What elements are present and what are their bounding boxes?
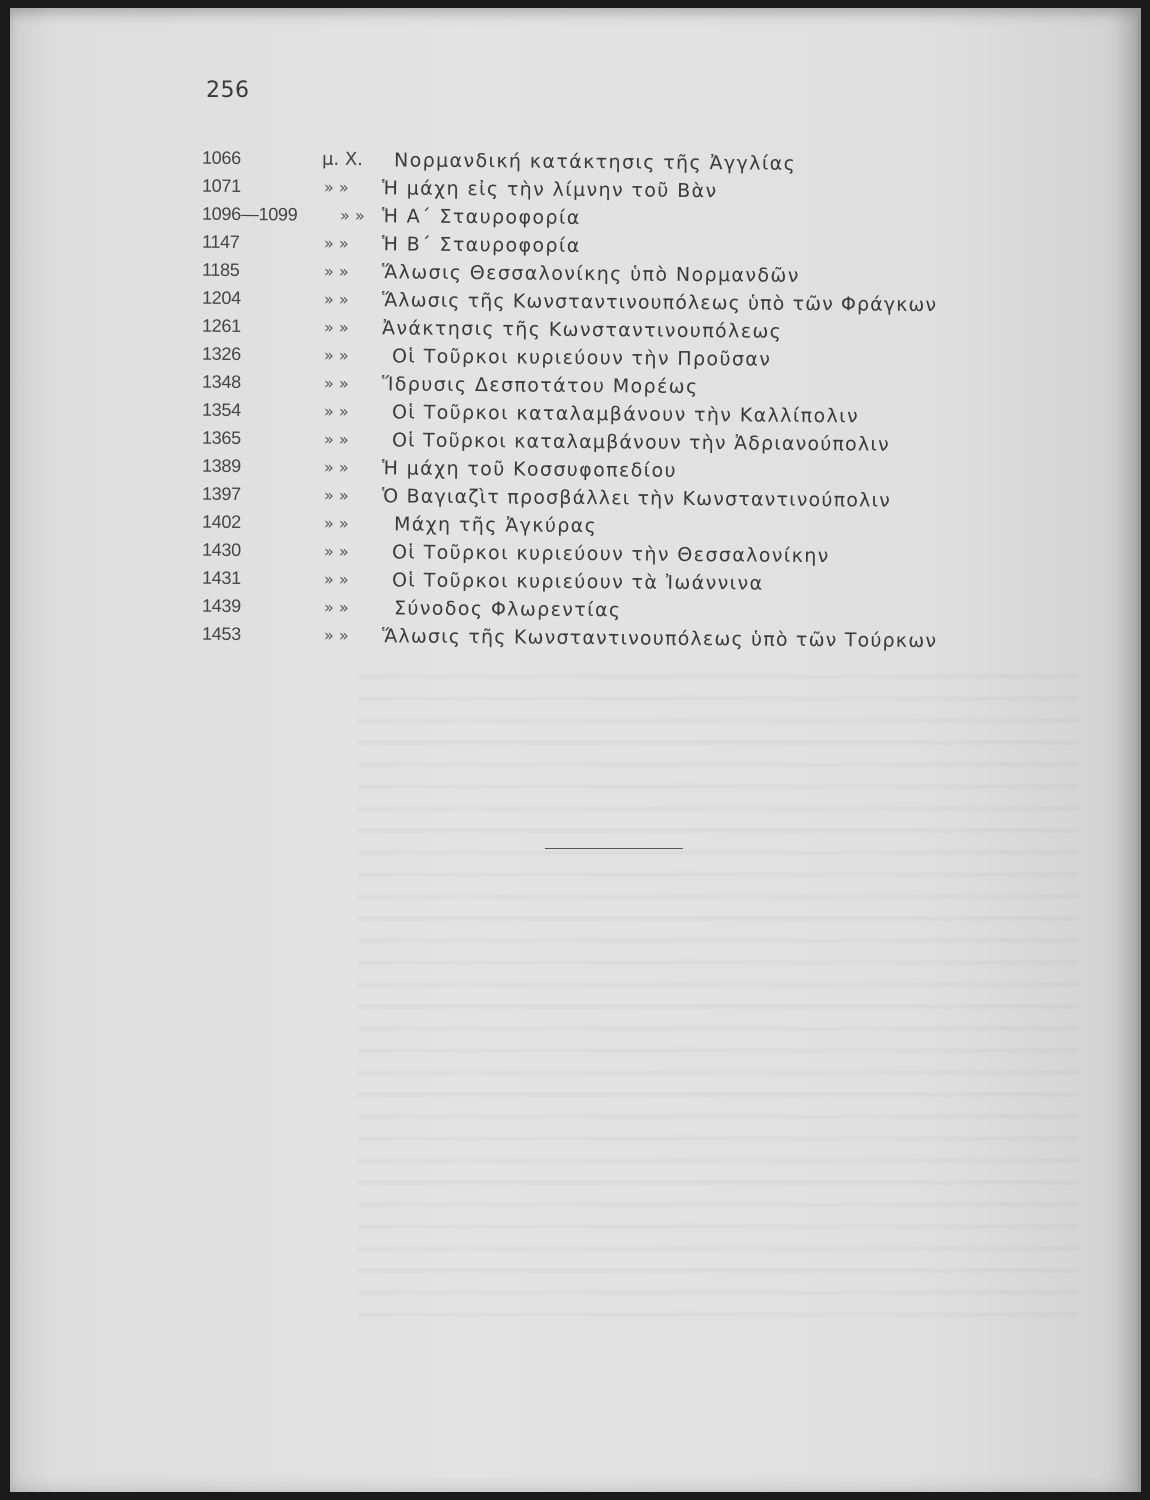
entry-year: 1402 bbox=[201, 511, 241, 533]
entry-year: 1204 bbox=[201, 287, 241, 309]
closing-rule bbox=[545, 848, 683, 849]
entry-year: 1431 bbox=[201, 567, 241, 589]
entry-ditto-marker: » » bbox=[339, 205, 365, 226]
entry-year: 1439 bbox=[201, 595, 241, 617]
entry-ditto-marker: » » bbox=[323, 345, 349, 365]
entry-year: 1430 bbox=[201, 539, 241, 561]
entry-ditto-marker: » » bbox=[323, 401, 349, 421]
entry-event: Οἱ Τοῦρκοι κυριεύουν τὰ Ἰωάννινα bbox=[391, 569, 764, 595]
entry-era-marker: μ. Χ. bbox=[321, 148, 364, 171]
entry-ditto-marker: » » bbox=[323, 625, 349, 645]
page-number: 256 bbox=[206, 78, 250, 103]
entry-event: Οἱ Τοῦρκοι κυριεύουν τὴν Θεσσαλονίκην bbox=[391, 541, 830, 568]
entry-ditto-marker: » » bbox=[323, 485, 349, 505]
entry-event: Οἱ Τοῦρκοι καταλαμβάνουν τὴν Ἀδριανούπολιν bbox=[391, 429, 890, 456]
entry-event: Ἅλωσις Θεσσαλονίκης ὑπὸ Νορμανδῶν bbox=[381, 261, 800, 287]
entry-event: Σύνοδος Φλωρεντίας bbox=[393, 597, 622, 622]
entry-year: 1354 bbox=[201, 399, 241, 421]
book-page bbox=[10, 8, 1141, 1492]
entry-event: Ἀνάκτησις τῆς Κωνσταντινουπόλεως bbox=[381, 317, 783, 343]
entry-event: Ἅλωσις τῆς Κωνσταντινουπόλεως ὑπὸ τῶν Φράγκων bbox=[381, 289, 938, 317]
entry-ditto-marker: » » bbox=[323, 177, 349, 197]
entry-year: 1066 bbox=[201, 147, 241, 169]
entry-year: 1096—1099 bbox=[201, 203, 298, 225]
entry-ditto-marker: » » bbox=[323, 317, 349, 337]
entry-year: 1397 bbox=[201, 483, 241, 505]
entry-event: Ἵδρυσις Δεσποτάτου Μορέως bbox=[381, 373, 699, 399]
entry-ditto-marker: » » bbox=[323, 289, 349, 309]
show-through-texture bbox=[358, 658, 1078, 1318]
entry-event: Νορμανδική κατάκτησις τῆς Ἀγγλίας bbox=[393, 149, 797, 175]
entry-year: 1071 bbox=[201, 175, 241, 197]
entry-year: 1326 bbox=[201, 343, 241, 365]
entry-event: Ἅλωσις τῆς Κωνσταντινουπόλεως ὑπὸ τῶν Τούρκων bbox=[381, 625, 938, 653]
entry-event: Ἡ Β΄ Σταυροφορία bbox=[381, 233, 581, 257]
entry-year: 1348 bbox=[201, 371, 241, 393]
entry-ditto-marker: » » bbox=[323, 597, 349, 617]
entry-ditto-marker: » » bbox=[323, 233, 349, 253]
entry-year: 1453 bbox=[201, 623, 241, 645]
entry-year: 1389 bbox=[201, 455, 241, 477]
entry-event: Ἡ μάχη εἰς τὴν λίμνην τοῦ Βὰν bbox=[381, 177, 718, 203]
entry-event: Ἡ Α΄ Σταυροφορία bbox=[381, 205, 581, 229]
entry-year: 1185 bbox=[201, 259, 240, 281]
entry-event: Μάχη τῆς Ἀγκύρας bbox=[393, 513, 598, 538]
entry-ditto-marker: » » bbox=[323, 513, 349, 533]
entry-ditto-marker: » » bbox=[323, 457, 349, 477]
entry-ditto-marker: » » bbox=[323, 261, 349, 281]
entry-year: 1261 bbox=[201, 315, 241, 337]
entry-event: Οἱ Τοῦρκοι καταλαμβάνουν τὴν Καλλίπολιν bbox=[391, 401, 860, 428]
entry-ditto-marker: » » bbox=[323, 541, 349, 561]
entry-ditto-marker: » » bbox=[323, 373, 349, 393]
entry-year: 1147 bbox=[201, 231, 240, 253]
entry-event: Ἡ μάχη τοῦ Κοσσυφοπεδίου bbox=[381, 457, 678, 482]
entry-year: 1365 bbox=[201, 427, 241, 449]
entry-ditto-marker: » » bbox=[323, 429, 349, 449]
entry-event: Οἱ Τοῦρκοι κυριεύουν τὴν Προῦσαν bbox=[391, 345, 772, 371]
entry-ditto-marker: » » bbox=[323, 569, 349, 589]
entry-event: Ὁ Βαγιαζὶτ προσβάλλει τὴν Κωνσταντινούπολιν bbox=[381, 485, 892, 512]
